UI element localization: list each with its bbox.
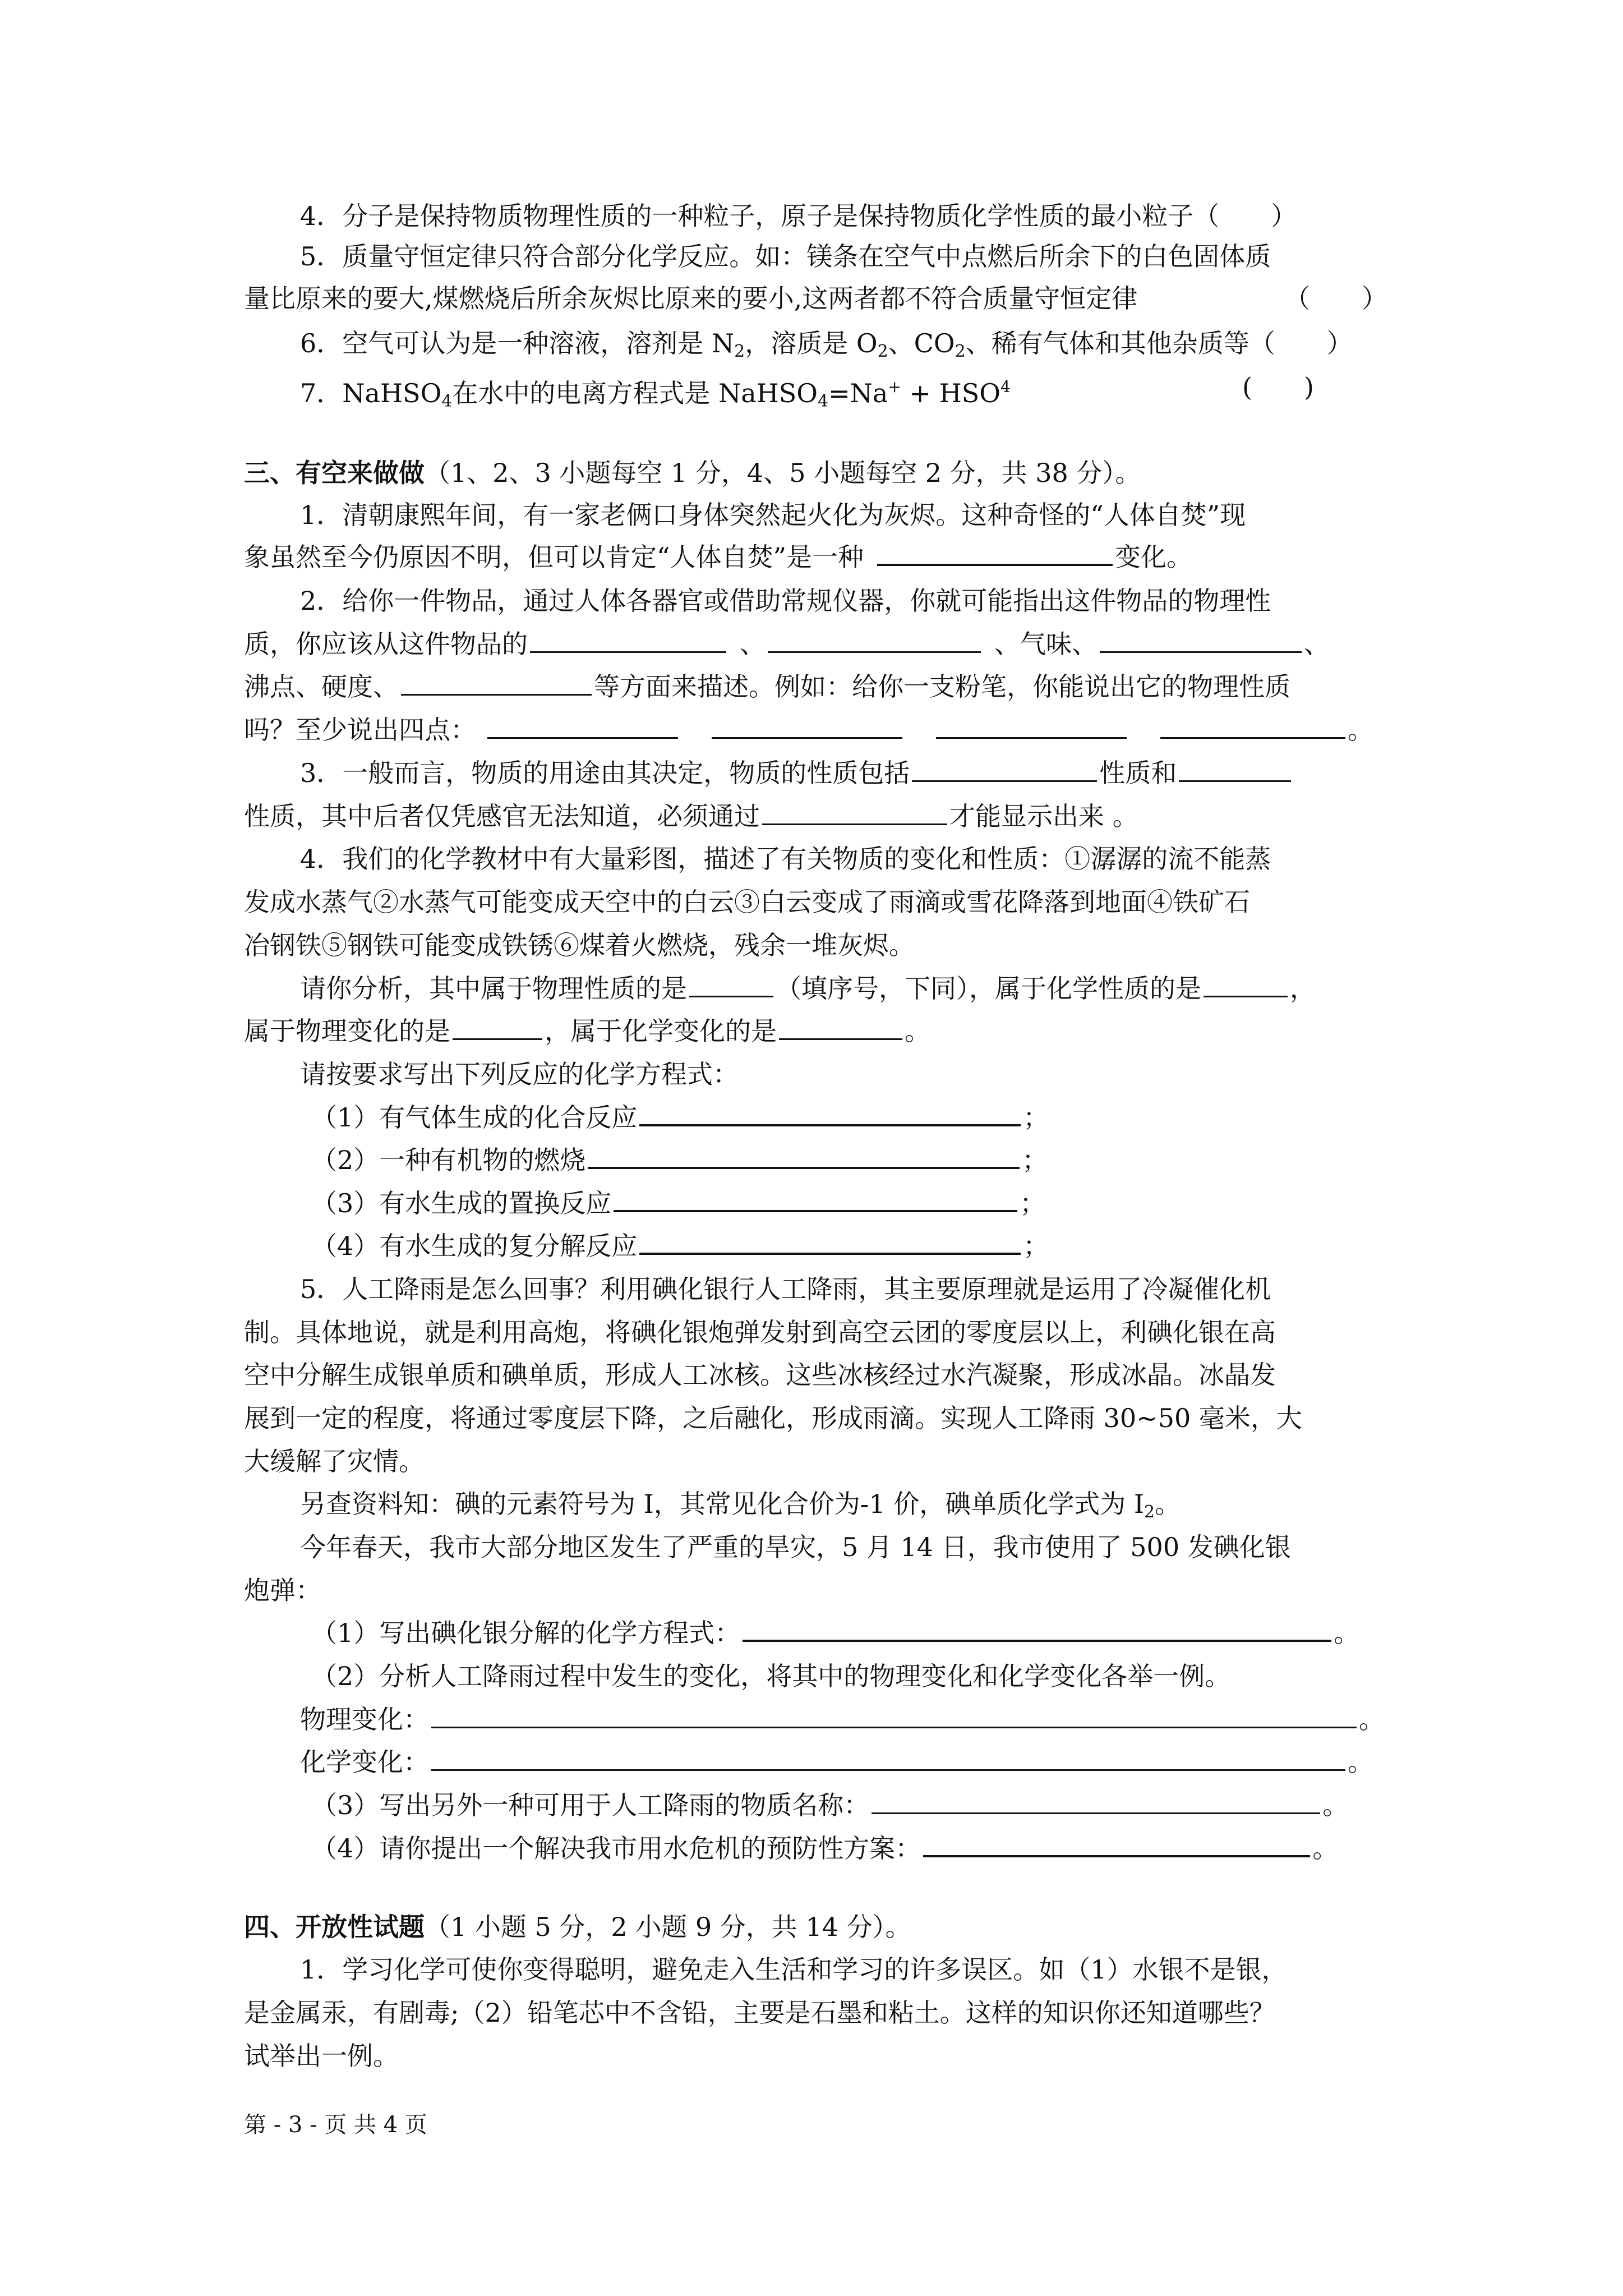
q4-line5 — [244, 1011, 930, 1051]
q2-line4-end: 。 — [1348, 715, 1373, 745]
equation-label: （1）有气体生成的化合反应 — [311, 1102, 638, 1133]
tf-item-5-line2: 量比原来的要大,煤燃烧后所余灰烬比原来的要小,这两者都不符合质量守恒定律 — [244, 283, 1138, 314]
q2-line2-sep: 、 — [740, 629, 766, 659]
q5-sub4 — [311, 1829, 1338, 1868]
section-4-note: （1 小题 5 分，2 小题 9 分，共 14 分）。 — [425, 1912, 911, 1942]
q2-line3-rest: 等方面来描述。例如：给你一支粉笔，你能说出它的物理性质 — [594, 671, 1290, 702]
q5-sub4-end: 。 — [1312, 1833, 1339, 1864]
answer-blank[interactable] — [779, 1014, 902, 1040]
subscript-4: 4 — [441, 392, 453, 411]
s4-q1-line3: 试举出一例。 — [244, 2041, 399, 2071]
q5-line6-text: 另查资料知：碘的元素符号为 I，其常见化合价为-1 价，碘单质化学式为 I — [300, 1489, 1145, 1519]
answer-blank[interactable] — [762, 799, 947, 825]
equation-label: （2）一种有机物的燃烧 — [311, 1145, 586, 1175]
section-4-header — [244, 1907, 911, 1947]
section-3-header — [244, 453, 1141, 493]
q3-line1-mid: 性质和 — [1099, 758, 1177, 788]
q5-sub3-text: （3）写出另外一种可用于人工降雨的物质名称： — [311, 1790, 870, 1820]
answer-blank[interactable] — [1160, 712, 1345, 739]
subscript-2: 2 — [734, 342, 745, 361]
equation-end: ； — [1023, 1102, 1049, 1133]
tf-item-6-post: 、稀有气体和其他杂质等（ ） — [965, 328, 1353, 358]
q3-line1-text: 3．一般而言，物质的用途由其决定，物质的性质包括 — [300, 758, 910, 788]
q5-sub3-end: 。 — [1322, 1790, 1349, 1820]
answer-blank[interactable] — [872, 1788, 1320, 1814]
tf-item-7-paren: ( ) — [1242, 372, 1314, 402]
page-footer: 第 - 3 - 页 共 4 页 — [244, 2112, 427, 2138]
section-3-note: （1、2、3 小题每空 1 分，4、5 小题每空 2 分，共 38 分）。 — [425, 458, 1141, 488]
q5-sub1-end: 。 — [1334, 1618, 1360, 1648]
tf-item-7 — [300, 367, 1011, 421]
physical-change-line — [300, 1700, 1385, 1739]
tf-item-7-pre: 7．NaHSO — [300, 378, 442, 408]
q1-line2 — [244, 537, 1192, 577]
equation-item-2 — [311, 1140, 1048, 1180]
q4-line5-end: 。 — [905, 1016, 930, 1046]
q4-line4-mid: （填序号，下同），属于化学性质的是 — [776, 973, 1201, 1004]
tf-item-5-line1: 5．质量守恒定律只符合部分化学反应。如：镁条在空气中点燃后所余下的白色固体质 — [300, 241, 1271, 272]
physical-change-label: 物理变化： — [300, 1704, 429, 1734]
equation-item-1 — [311, 1098, 1049, 1137]
answer-blank[interactable] — [639, 1228, 1021, 1255]
chemical-change-line — [300, 1742, 1373, 1782]
q4-line4 — [300, 969, 1316, 1008]
answer-blank[interactable] — [877, 539, 1113, 566]
answer-blank[interactable] — [768, 627, 981, 653]
s4-q1-line1: 1．学习化学可使你变得聪明，避免走入生活和学习的许多误区。如（1）水银不是银， — [300, 1954, 1288, 1985]
q2-line2-sep2: 、 — [1304, 629, 1330, 659]
chemical-change-end: 。 — [1348, 1747, 1373, 1777]
q2-line3-text: 沸点、硬度、 — [244, 671, 399, 702]
equation-label: （4）有水生成的复分解反应 — [311, 1231, 638, 1261]
answer-blank[interactable] — [588, 1142, 1020, 1169]
answer-blank[interactable] — [923, 1830, 1310, 1857]
equation-end: ； — [1022, 1145, 1048, 1175]
q2-line2-smell: 、气味、 — [994, 629, 1098, 659]
tf-item-4: 4．分子是保持物质物理性质的一种粒子，原子是保持物质化学性质的最小粒子（ ） — [300, 201, 1297, 231]
q3-line1 — [300, 753, 1293, 793]
q4-line1: 4．我们的化学教材中有大量彩图，描述了有关物质的变化和性质：①潺潺的流不能蒸 — [300, 844, 1271, 874]
answer-blank[interactable] — [431, 1745, 1345, 1771]
answer-blank[interactable] — [401, 669, 592, 696]
subscript-2: 2 — [955, 342, 966, 361]
tf-item-6 — [300, 324, 1353, 371]
answer-blank[interactable] — [453, 1014, 542, 1040]
chemical-change-label: 化学变化： — [300, 1747, 429, 1777]
q5-line6-end: 。 — [1155, 1489, 1181, 1519]
physical-change-end: 。 — [1359, 1704, 1385, 1734]
q4-line5-text: 属于物理变化的是 — [244, 1016, 450, 1046]
answer-blank[interactable] — [712, 712, 902, 739]
answer-blank[interactable] — [639, 1099, 1021, 1126]
answer-blank[interactable] — [1179, 756, 1291, 782]
q5-line5: 大缓解了灾情。 — [244, 1446, 425, 1476]
q3-line2-end: 才能显示出来 。 — [949, 801, 1138, 831]
q4-line5-mid: ，属于化学变化的是 — [545, 1016, 777, 1046]
q3-line2 — [244, 797, 1138, 836]
q5-sub3 — [311, 1786, 1348, 1825]
q4-line6: 请按要求写出下列反应的化学方程式： — [300, 1059, 739, 1089]
subscript-2: 2 — [877, 342, 888, 361]
q2-line4 — [244, 710, 1373, 749]
tf-item-7-mid2: =Na — [828, 378, 888, 408]
section-4-title: 四、开放性试题 — [244, 1912, 425, 1942]
q5-sub1-text: （1）写出碘化银分解的化学方程式： — [311, 1618, 741, 1648]
section-3-title: 三、有空来做做 — [244, 458, 425, 488]
superscript-4: 4 — [1000, 378, 1011, 396]
tf-item-7-post: + HSO — [901, 378, 1000, 408]
answer-blank[interactable] — [614, 1185, 1017, 1212]
q5-sub2: （2）分析人工降雨过程中发生的变化，将其中的物理变化和化学变化各举一例。 — [311, 1661, 1231, 1691]
q1-line1: 1．清朝康熙年间，有一家老俩口身体突然起火化为灰烬。这种奇怪的“人体自焚”现 — [300, 500, 1246, 530]
answer-blank[interactable] — [912, 756, 1097, 782]
subscript-4: 4 — [818, 392, 829, 411]
q3-line2-text: 性质，其中后者仅凭感官无法知道，必须通过 — [244, 801, 760, 831]
q5-line3: 空中分解生成银单质和碘单质，形成人工冰核。这些冰核经过水汽凝聚，形成冰晶。冰晶发 — [244, 1360, 1276, 1390]
equation-item-4 — [311, 1226, 1049, 1266]
tf-item-6-pre: 6．空气可认为是一种溶液，溶剂是 N — [300, 328, 735, 358]
q5-line1: 5．人工降雨是怎么回事？利用碘化银行人工降雨，其主要原理就是运用了冷凝催化机 — [300, 1274, 1271, 1304]
equation-end: ； — [1020, 1188, 1046, 1218]
subscript-2: 2 — [1144, 1502, 1155, 1522]
superscript-plus: + — [888, 378, 901, 396]
answer-blank[interactable] — [1100, 627, 1302, 653]
q2-line2-text: 质，你应该从这件物品的 — [244, 629, 528, 659]
q5-line7: 今年春天，我市大部分地区发生了严重的旱灾，5 月 14 日，我市使用了 500 发碘化银 — [300, 1532, 1291, 1562]
tf-item-6-mid: ，溶质是 O — [745, 328, 878, 358]
q4-line3: 冶钢铁⑤钢铁可能变成铁锈⑥煤着火燃烧，残余一堆灰烬。 — [244, 930, 915, 960]
tf-item-7-mid: 在水中的电离方程式是 NaHSO — [452, 378, 818, 408]
q5-sub4-text: （4）请你提出一个解决我市用水危机的预防性方案： — [311, 1833, 921, 1864]
q1-line2-end: 变化。 — [1115, 542, 1193, 572]
tf-item-5-paren: （ ） — [1284, 283, 1387, 314]
q4-line2: 发成水蒸气②水蒸气可能变成天空中的白云③白云变成了雨滴或雪花降落到地面④铁矿石 — [244, 887, 1250, 917]
q2-line1: 2．给你一件物品，通过人体各器官或借助常规仪器，你就可能指出这件物品的物理性 — [300, 586, 1271, 616]
answer-blank[interactable] — [1204, 971, 1288, 997]
q4-line4-text: 请你分析，其中属于物理性质的是 — [300, 973, 687, 1004]
answer-blank[interactable] — [743, 1615, 1331, 1642]
q5-line4: 展到一定的程度，将通过零度层下降，之后融化，形成雨滴。实现人工降雨 30~50 毫米，大 — [244, 1403, 1302, 1433]
q5-line8: 炮弹： — [244, 1575, 321, 1605]
q5-line2: 制。具体地说，就是利用高炮，将碘化银炮弹发射到高空云团的零度层以上，利碘化银在高 — [244, 1317, 1276, 1347]
q2-line2 — [244, 624, 1330, 664]
answer-blank[interactable] — [936, 712, 1127, 739]
q1-line2-text: 象虽然至今仍原因不明，但可以肯定“人体自焚”是一种 — [244, 542, 864, 572]
equation-label: （3）有水生成的置换反应 — [311, 1188, 612, 1218]
q5-sub1 — [311, 1613, 1359, 1653]
answer-blank[interactable] — [530, 627, 726, 653]
q5-line6 — [300, 1484, 1181, 1532]
answer-blank[interactable] — [487, 712, 678, 739]
answer-blank[interactable] — [431, 1702, 1357, 1728]
equation-end: ； — [1023, 1231, 1049, 1261]
s4-q1-line2: 是金属汞，有剧毒;（2）铅笔芯中不含铅，主要是石墨和粘土。这样的知识你还知道哪些？ — [244, 1998, 1275, 2028]
tf-item-6-mid2: 、CO — [888, 328, 955, 358]
answer-blank[interactable] — [689, 971, 773, 997]
q4-line4-end: ， — [1290, 973, 1316, 1004]
q2-line4-text: 吗？至少说出四点： — [244, 715, 476, 745]
q2-line3 — [244, 667, 1290, 706]
equation-item-3 — [311, 1184, 1045, 1223]
